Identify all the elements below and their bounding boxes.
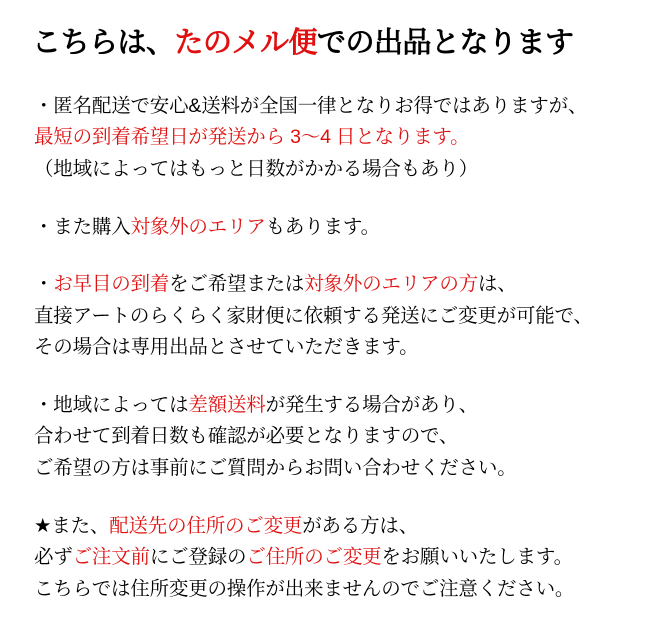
- section-excluded-area-line-1: [34, 212, 632, 244]
- emphasis-text: 配送先の住所のご変更: [109, 514, 303, 537]
- body-text: は、: [477, 273, 517, 296]
- section-address-change-line-2: [34, 542, 632, 574]
- section-extra-fee-line-2: [34, 421, 632, 453]
- body-text: ・地域によっては: [34, 393, 189, 416]
- page-title-part1: こちらは、: [32, 27, 175, 59]
- emphasis-text: お早目の到着: [53, 273, 170, 296]
- emphasis-text: 対象外のエリア: [130, 215, 266, 238]
- section-excluded-area: [34, 212, 632, 244]
- section-address-change: [34, 511, 632, 606]
- body-text: もあります。: [265, 215, 380, 238]
- body-text: ・: [34, 273, 54, 296]
- body-text: が発生する場合があり、: [265, 393, 478, 416]
- emphasis-text: 最短の到着希望日が発送から 3〜4 日となります。: [34, 126, 470, 149]
- emphasis-text: ご注文前: [72, 546, 150, 569]
- section-early-arrival-line-1: [34, 269, 632, 301]
- body-text: をお願いいたします。: [381, 546, 573, 569]
- section-delivery-time-line-3: [34, 154, 632, 186]
- body-text: ・また購入: [34, 215, 131, 238]
- section-delivery-time-line-1: [34, 91, 632, 123]
- section-extra-fee-line-3: [34, 453, 632, 485]
- body-text: ★また、: [34, 514, 110, 537]
- page-title-highlight: たのメル便: [174, 27, 318, 59]
- section-extra-fee-line-1: [34, 390, 632, 422]
- emphasis-text: ご住所のご変更: [246, 546, 382, 569]
- body-text: をご希望または: [169, 273, 305, 296]
- section-early-arrival: [34, 269, 632, 364]
- section-address-change-line-1: [34, 511, 632, 543]
- body-text: こちらでは住所変更の操作が出来ませんのでご注意ください。: [34, 577, 575, 600]
- page-title: [32, 26, 632, 61]
- page-title-part2: での出品となります: [317, 27, 574, 59]
- body-text: がある方は、: [302, 514, 419, 537]
- body-text: ご希望の方は事前にご質問からお問い合わせください。: [34, 457, 517, 479]
- body-text: （地域によってはもっと日数がかかる場合もあり）: [34, 157, 478, 180]
- body-text: ・匿名配送で安心&送料が全国一律となりお得ではありますが、: [34, 94, 588, 117]
- body-text: にご登録の: [149, 546, 247, 569]
- section-address-change-line-3: [34, 574, 632, 606]
- body-text: 直接アートのらくらく家財便に依頼する発送にご変更が可能で、: [34, 304, 593, 327]
- section-early-arrival-line-3: [34, 332, 632, 364]
- body-text: その場合は専用出品とさせていただきます。: [34, 336, 419, 359]
- section-delivery-time: [34, 91, 632, 186]
- emphasis-text: 対象外のエリアの方: [304, 273, 478, 296]
- emphasis-text: 差額送料: [188, 393, 266, 416]
- section-delivery-time-line-2: [34, 122, 632, 154]
- section-extra-fee: [34, 390, 632, 485]
- body-text: 合わせて到着日数も確認が必要となりますので、: [34, 425, 459, 448]
- section-early-arrival-line-2: [34, 301, 632, 333]
- body-text: 必ず: [34, 546, 73, 569]
